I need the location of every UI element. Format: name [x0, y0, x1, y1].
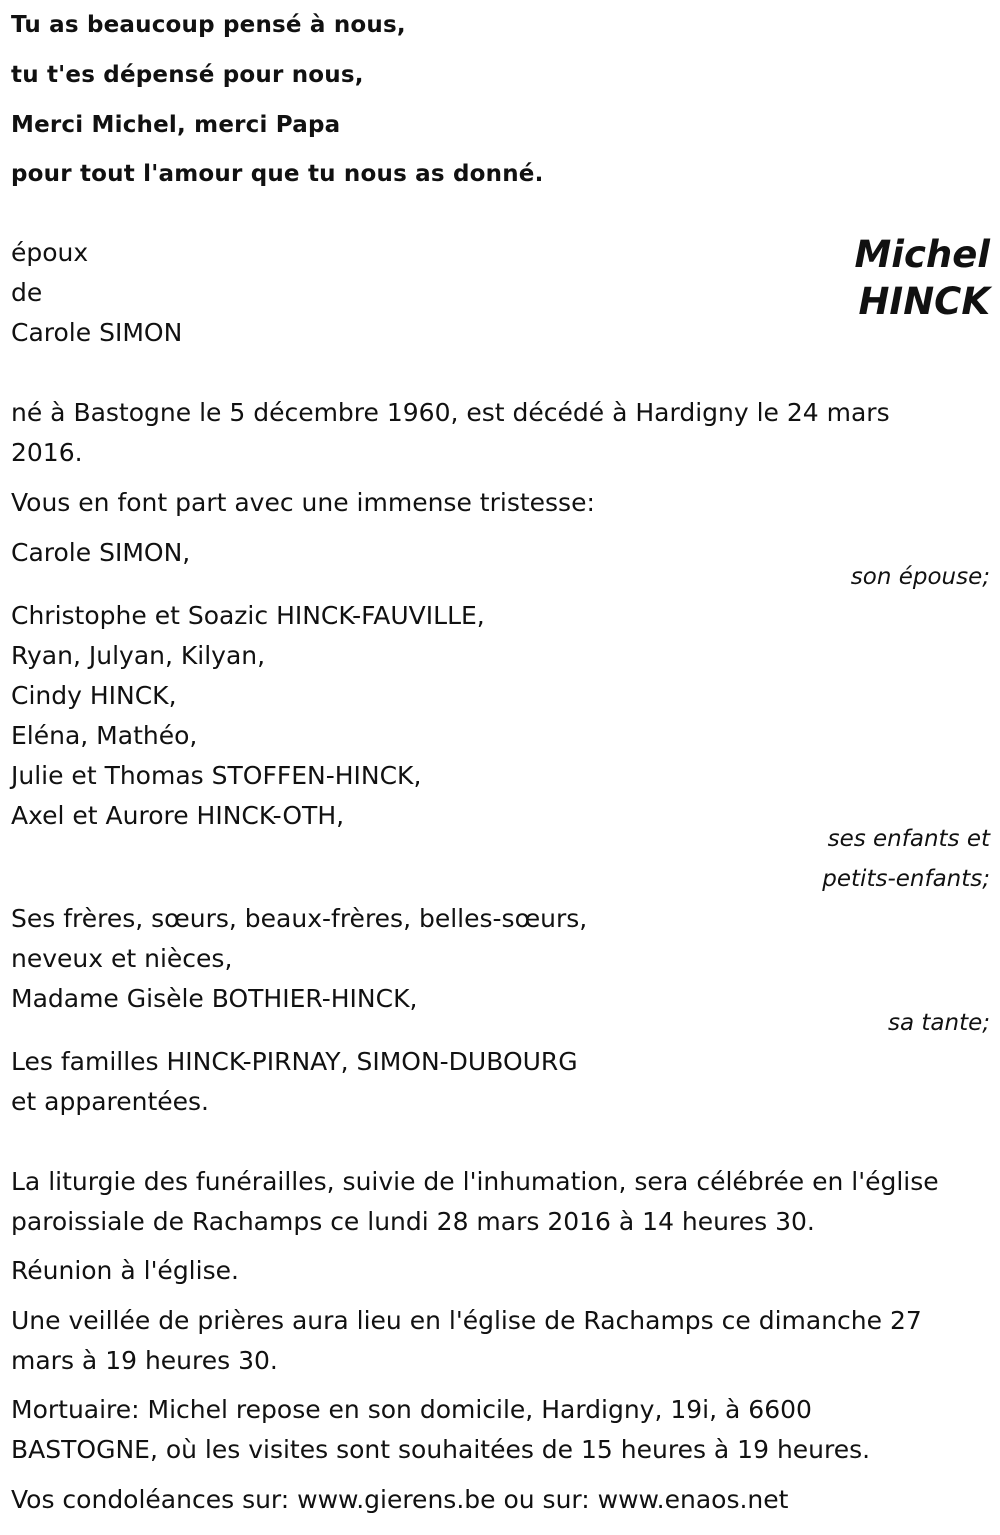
siblings-line-3: Madame Gisèle BOTHIER-HINCK, — [11, 984, 418, 1013]
poem-line-2: tu t'es dépensé pour nous, — [11, 62, 364, 88]
mortuary-line-1: Mortuaire: Michel repose en son domicile, Hardigny, 19i, à 6600 — [11, 1395, 812, 1424]
spouse-line-2: de — [11, 278, 43, 307]
children-line-3: Cindy HINCK, — [11, 681, 177, 710]
deceased-first-name: Michel — [854, 233, 990, 276]
meeting-note: Réunion à l'église. — [11, 1256, 239, 1285]
condolences-note: Vos condoléances sur: www.gierens.be ou sur: www.enaos.net — [11, 1485, 789, 1514]
children-line-5: Julie et Thomas STOFFEN-HINCK, — [11, 761, 422, 790]
poem-line-3: Merci Michel, merci Papa — [11, 112, 341, 138]
children-line-2: Ryan, Julyan, Kilyan, — [11, 641, 266, 670]
announcement: Vous en font part avec une immense tristesse: — [11, 488, 595, 517]
children-role-line-2: petits-enfants; — [822, 866, 990, 892]
family-spouse-role: son épouse; — [850, 564, 990, 590]
siblings-line-1: Ses frères, sœurs, beaux-frères, belles-sœurs, — [11, 904, 588, 933]
siblings-line-2: neveux et nièces, — [11, 944, 233, 973]
children-role-line-1: ses enfants et — [827, 826, 990, 852]
liturgy-line-1: La liturgie des funérailles, suivie de l'inhumation, sera célébrée en l'église — [11, 1167, 939, 1196]
poem-line-1: Tu as beaucoup pensé à nous, — [11, 12, 406, 38]
children-line-4: Eléna, Mathéo, — [11, 721, 198, 750]
liturgy-line-2: paroissiale de Rachamps ce lundi 28 mars 2016 à 14 heures 30. — [11, 1207, 815, 1236]
vigil-line-1: Une veillée de prières aura lieu en l'église de Rachamps ce dimanche 27 — [11, 1306, 922, 1335]
deceased-last-name: HINCK — [858, 280, 990, 323]
family-spouse-name: Carole SIMON, — [11, 538, 191, 567]
birth-death-line-1: né à Bastogne le 5 décembre 1960, est décédé à Hardigny le 24 mars — [11, 398, 890, 427]
spouse-line-3: Carole SIMON — [11, 318, 183, 347]
children-line-6: Axel et Aurore HINCK-OTH, — [11, 801, 345, 830]
families-line-2: et apparentées. — [11, 1087, 209, 1116]
birth-death-line-2: 2016. — [11, 438, 83, 467]
spouse-line-1: époux — [11, 238, 89, 267]
children-line-1: Christophe et Soazic HINCK-FAUVILLE, — [11, 601, 485, 630]
families-line-1: Les familles HINCK-PIRNAY, SIMON-DUBOURG — [11, 1047, 578, 1076]
mortuary-line-2: BASTOGNE, où les visites sont souhaitées de 15 heures à 19 heures. — [11, 1435, 871, 1464]
aunt-role: sa tante; — [888, 1010, 990, 1036]
vigil-line-2: mars à 19 heures 30. — [11, 1346, 278, 1375]
poem-line-4: pour tout l'amour que tu nous as donné. — [11, 161, 544, 187]
